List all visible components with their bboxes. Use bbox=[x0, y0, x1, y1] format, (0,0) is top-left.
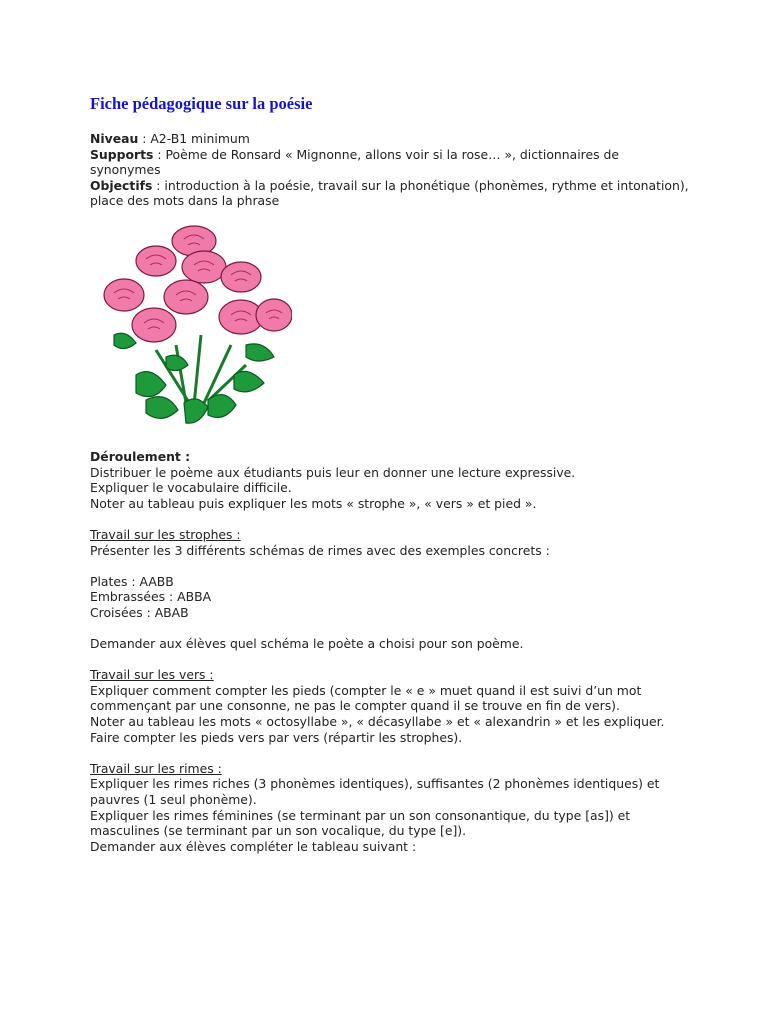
vers-line-1: Expliquer comment compter les pieds (compter le « e » muet quand il est suivi d’un mot commençant par une consonne, ne pas le compter quand il se trouve en fin de vers). bbox=[90, 682, 642, 714]
document-content bbox=[90, 94, 690, 854]
schema-croisees: Croisées : ABAB bbox=[90, 604, 189, 620]
strophes-heading: Travail sur les strophes : bbox=[90, 526, 241, 542]
objectifs-line bbox=[90, 178, 690, 209]
supports-value: : Poème de Ronsard « Mignonne, allons voir si la rose… », dictionnaires de synonymes bbox=[90, 146, 619, 178]
vers-line-2: Noter au tableau les mots « octosyllabe », « décasyllabe » et « alexandrin » et les expliquer. bbox=[90, 714, 665, 730]
rimes-line-2: Expliquer les rimes féminines (se terminant par un son consonantique, du type [as]) et masculines (se terminant par un son vocalique, du type [e]). bbox=[90, 807, 631, 839]
vers-line-3: Faire compter les pieds vers par vers (répartir les strophes). bbox=[90, 729, 463, 745]
niveau-value: : A2-B1 minimum bbox=[138, 131, 250, 146]
meta-block bbox=[90, 131, 690, 209]
deroulement-line-3: Noter au tableau puis expliquer les mots « strophe », « vers » et pied ». bbox=[90, 495, 537, 511]
rimes-heading: Travail sur les rimes : bbox=[90, 760, 222, 776]
niveau-label: Niveau bbox=[90, 131, 139, 146]
roses-bouquet-illustration bbox=[96, 225, 292, 431]
deroulement-heading: Déroulement : bbox=[90, 448, 191, 464]
supports-label: Supports bbox=[90, 146, 154, 162]
niveau-line bbox=[90, 131, 690, 147]
objectifs-value: : introduction à la poésie, travail sur la phonétique (phonèmes, rythme et intonation), place des mots dans la phrase bbox=[90, 177, 689, 209]
schema-embrassees: Embrassées : ABBA bbox=[90, 589, 212, 605]
supports-line bbox=[90, 147, 690, 178]
objectifs-label: Objectifs bbox=[90, 177, 153, 193]
page-title: Fiche pédagogique sur la poésie bbox=[90, 94, 313, 113]
strophes-question: Demander aux élèves quel schéma le poète a choisi pour son poème. bbox=[90, 636, 524, 652]
stems-and-leaves bbox=[114, 333, 274, 423]
deroulement-line-2: Expliquer le vocabulaire difficile. bbox=[90, 480, 292, 496]
schema-plates: Plates : AABB bbox=[90, 573, 174, 589]
vers-heading: Travail sur les vers : bbox=[90, 667, 214, 683]
rimes-line-3: Demander aux élèves compléter le tableau suivant : bbox=[90, 838, 417, 854]
deroulement-line-1: Distribuer le poème aux étudiants puis leur en donner une lecture expressive. bbox=[90, 464, 576, 480]
rimes-line-1: Expliquer les rimes riches (3 phonèmes identiques), suffisantes (2 phonèmes identiques) et pauvres (1 seul phonème). bbox=[90, 776, 660, 808]
strophes-intro: Présenter les 3 différents schémas de rimes avec des exemples concrets : bbox=[90, 542, 550, 558]
